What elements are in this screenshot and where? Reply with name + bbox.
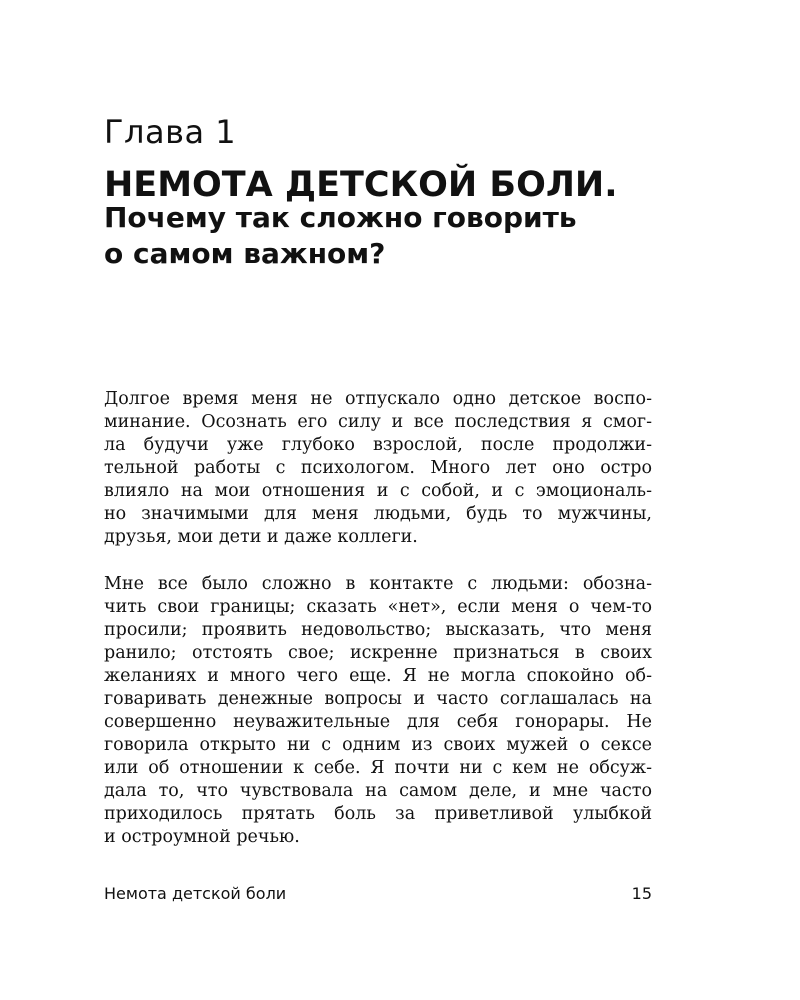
chapter-label: Глава 1 [104,113,237,151]
subtitle-line: о самом важном? [104,237,386,270]
text-line: говаривать денежные вопросы и часто соглашалась на [104,689,652,709]
text-line: но значимыми для меня людьми, будь то мужчины, [104,504,652,524]
paragraph-2 [104,573,652,849]
text-line: или об отношении к себе. Я почти ни с кем не обсуж- [104,758,652,778]
page-footer [104,883,652,905]
text-line: и остроумной речью. [104,827,300,847]
text-line: влияло на мои отношения и с собой, и с эмоциональ- [104,481,652,501]
page-number: 15 [631,884,652,903]
text-line: дала то, что чувствовала на самом деле, и мне часто [104,781,652,801]
body-text [104,388,652,873]
paragraph-1 [104,388,652,549]
text-line: тельной работы с психологом. Много лет оно остро [104,458,652,478]
subtitle-line: Почему так сложно говорить [104,201,577,234]
text-line: чить свои границы; сказать «нет», если меня о чем-то [104,597,652,617]
chapter-title: НЕМОТА ДЕТСКОЙ БОЛИ. [104,165,618,205]
text-line: говорила открыто ни с одним из своих мужей о сексе [104,735,652,755]
chapter-subtitle [104,200,577,272]
text-line: желаниях и много чего еще. Я не могла спокойно об- [104,666,652,686]
text-line: Долгое время меня не отпускало одно детское воспо- [104,389,652,409]
text-line: минание. Осознать его силу и все последствия я смог- [104,412,652,432]
text-line: ла будучи уже глубоко взрослой, после продолжи- [104,435,652,455]
text-line: Мне все было сложно в контакте с людьми: обозна- [104,574,652,594]
text-line: приходилось прятать боль за приветливой улыбкой [104,804,652,824]
text-line: ранило; отстоять свое; искренне признаться в своих [104,643,652,663]
text-line: совершенно неуважительные для себя гонорары. Не [104,712,652,732]
text-line: друзья, мои дети и даже коллеги. [104,527,418,547]
running-title: Немота детской боли [104,884,287,903]
text-line: просили; проявить недовольство; высказать, что меня [104,620,652,640]
